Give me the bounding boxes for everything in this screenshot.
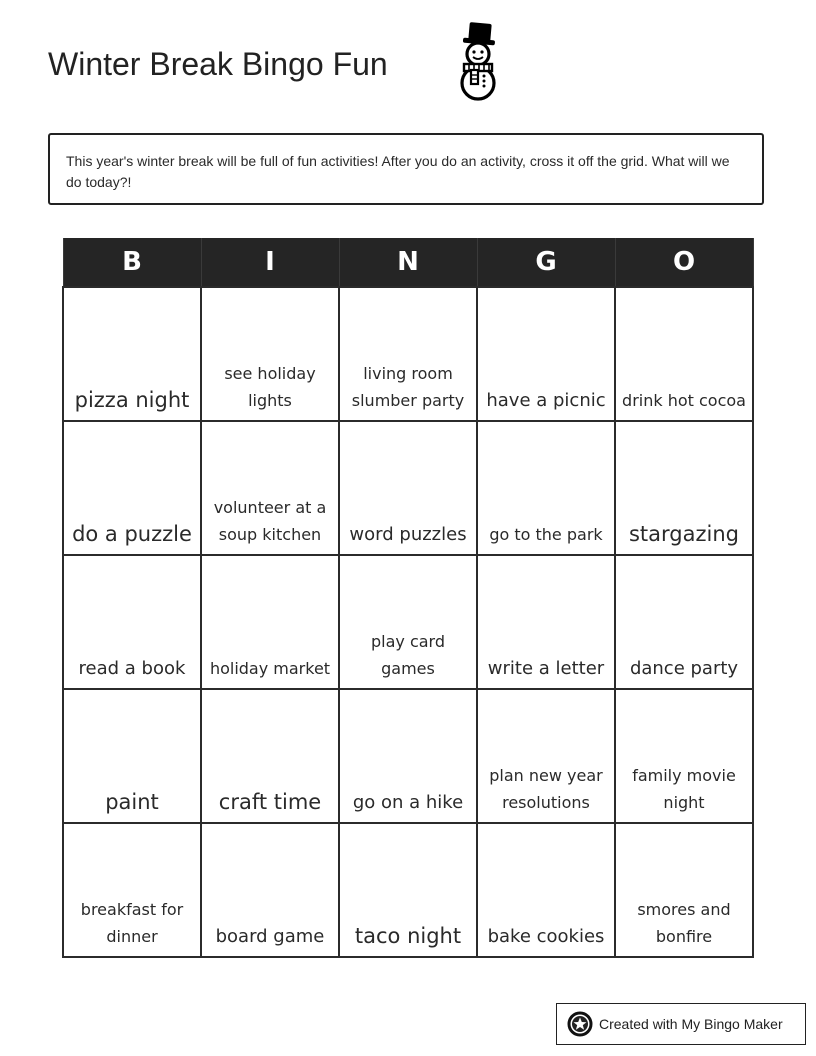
cell-label: family movie night — [632, 766, 736, 812]
bingo-cell[interactable] — [615, 823, 753, 957]
cell-label: see holiday lights — [224, 364, 316, 410]
bingo-cell[interactable] — [477, 287, 615, 421]
bingo-row — [63, 421, 753, 555]
cell-label: paint — [105, 790, 159, 814]
bingo-cell[interactable] — [201, 287, 339, 421]
bingo-cell[interactable] — [477, 689, 615, 823]
star-circle-icon — [567, 1011, 593, 1037]
bingo-cell[interactable] — [63, 421, 201, 555]
cell-label: dance party — [629, 658, 739, 679]
bingo-cell[interactable] — [201, 823, 339, 957]
cell-label: drink hot cocoa — [622, 391, 746, 410]
cell-label: smores and bonfire — [637, 900, 731, 946]
cell-label: board game — [215, 926, 325, 947]
bingo-cell[interactable] — [339, 823, 477, 957]
snowman-icon — [452, 20, 504, 102]
badge-label: Created with My Bingo Maker — [599, 1016, 783, 1032]
created-with-badge[interactable] — [556, 1003, 806, 1045]
description-box — [48, 133, 764, 205]
bingo-cell[interactable] — [615, 421, 753, 555]
bingo-cell[interactable] — [63, 287, 201, 421]
cell-label: volunteer at a soup kitchen — [213, 498, 327, 544]
cell-label: pizza night — [74, 388, 190, 412]
column-header-b: B — [63, 238, 201, 287]
cell-label: plan new year resolutions — [489, 766, 603, 812]
cell-label: word puzzles — [349, 524, 467, 545]
description-text: This year's winter break will be full of fun activities! After you do an activity, cross it off the grid. What will we do today?! — [66, 153, 730, 190]
bingo-cell[interactable] — [339, 689, 477, 823]
column-header-g: G — [477, 238, 615, 287]
bingo-header-row — [63, 238, 753, 287]
bingo-row — [63, 689, 753, 823]
bingo-row — [63, 555, 753, 689]
bingo-card — [62, 238, 754, 958]
cell-label: play card games — [370, 632, 445, 678]
bingo-cell[interactable] — [63, 555, 201, 689]
cell-label: stargazing — [628, 522, 739, 546]
bingo-cell[interactable] — [615, 689, 753, 823]
page-title: Winter Break Bingo Fun — [48, 46, 388, 82]
bingo-row — [63, 287, 753, 421]
bingo-cell[interactable] — [339, 421, 477, 555]
cell-label: read a book — [78, 658, 186, 679]
bingo-cell[interactable] — [63, 689, 201, 823]
bingo-cell[interactable] — [339, 555, 477, 689]
cell-label: write a letter — [487, 658, 605, 679]
cell-label: holiday market — [209, 659, 331, 678]
bingo-cell[interactable] — [201, 689, 339, 823]
column-header-o: O — [615, 238, 753, 287]
bingo-cell[interactable] — [201, 555, 339, 689]
bingo-row — [63, 823, 753, 957]
cell-label: breakfast for dinner — [80, 900, 184, 946]
bingo-cell[interactable] — [615, 287, 753, 421]
column-header-i: I — [201, 238, 339, 287]
bingo-cell[interactable] — [201, 421, 339, 555]
cell-label: do a puzzle — [72, 522, 192, 546]
cell-label: go to the park — [489, 525, 603, 544]
bingo-cell[interactable] — [615, 555, 753, 689]
bingo-cell[interactable] — [477, 555, 615, 689]
bingo-cell[interactable] — [477, 421, 615, 555]
cell-label: go on a hike — [352, 792, 464, 813]
bingo-cell[interactable] — [477, 823, 615, 957]
bingo-cell[interactable] — [339, 287, 477, 421]
cell-label: living room slumber party — [351, 364, 465, 410]
cell-label: have a picnic — [486, 390, 606, 411]
bingo-cell[interactable] — [63, 823, 201, 957]
column-header-n: N — [339, 238, 477, 287]
cell-label: craft time — [218, 790, 322, 814]
cell-label: taco night — [354, 924, 462, 948]
cell-label: bake cookies — [487, 926, 605, 947]
